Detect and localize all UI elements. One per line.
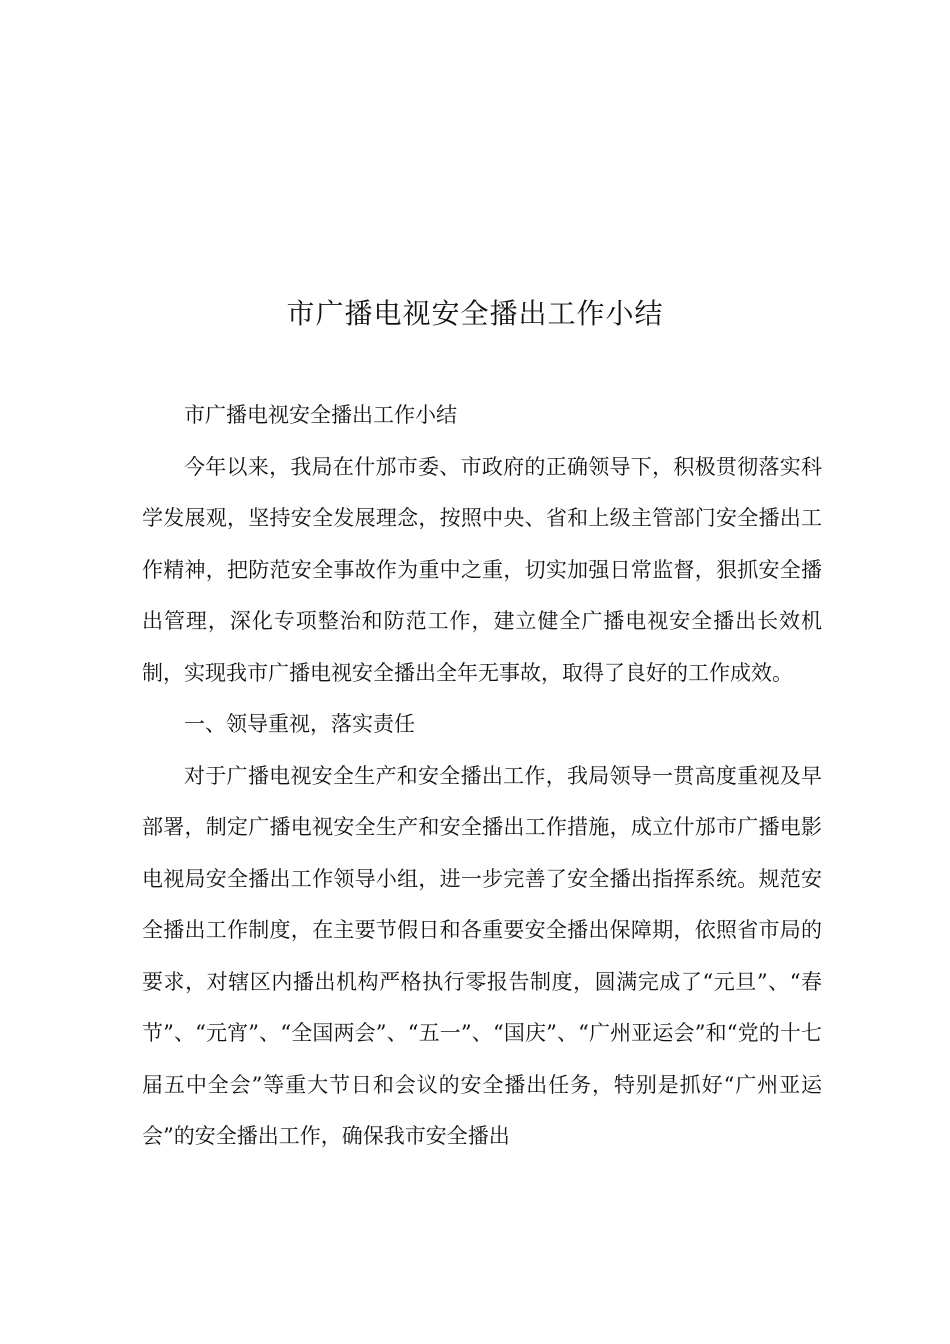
paragraph-intro: 今年以来，我局在什邡市委、市政府的正确领导下，积极贯彻落实科学发展观，坚持安全发展理念，按照中央、省和上级主管部门安全播出工作精神，把防范安全事故作为重中之重，切实加强日常监督，狠抓安全播出管理，深化专项整治和防范工作，建立健全广播电视安全播出长效机制，实现我市广播电视安全播出全年无事故，取得了良好的工作成效。 xyxy=(142,454,822,685)
paragraph-section-1: 对于广播电视安全生产和安全播出工作，我局领导一贯高度重视及早部署，制定广播电视安全生产和安全播出工作措施，成立什邡市广播电影电视局安全播出工作领导小组，进一步完善了安全播出指挥系统。规范安全播出工作制度，在主要节假日和各重要安全播出保障期，依照省市局的要求，对辖区内播出机构严格执行零报告制度，圆满完成了“元旦”、“春节”、“元宵”、“全国两会”、“五一”、“国庆”、“广州亚运会”和“党的十七届五中全会”等重大节日和会议的安全播出任务，特别是抓好“广州亚运会”的安全播出工作，确保我市安全播出 xyxy=(142,763,822,1148)
document-body xyxy=(142,390,822,1163)
section-heading-1: 一、领导重视，落实责任 xyxy=(184,712,415,736)
document-title: 市广播电视安全播出工作小结 xyxy=(286,297,664,330)
paragraph-subtitle: 市广播电视安全播出工作小结 xyxy=(184,403,457,427)
